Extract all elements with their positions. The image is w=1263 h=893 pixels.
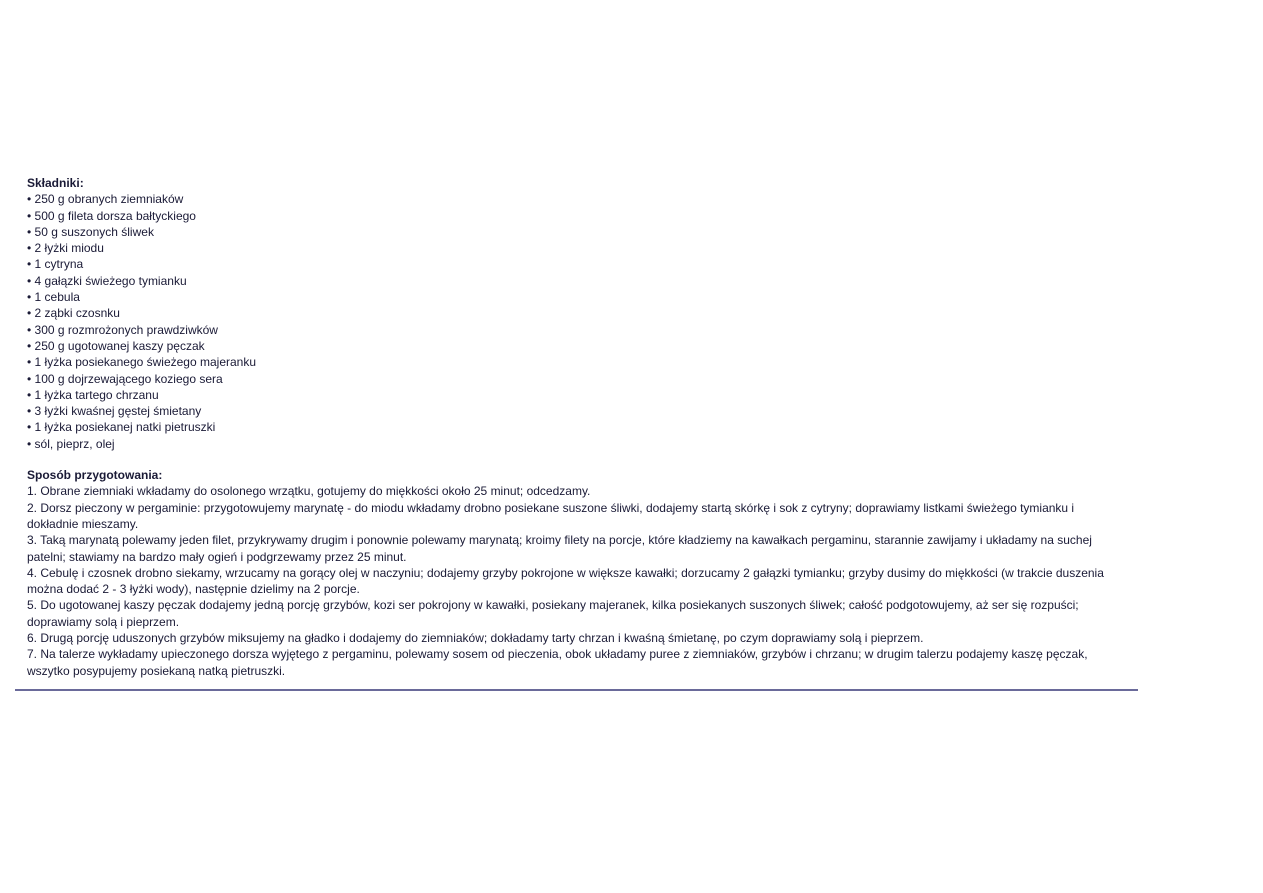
ingredient-item: • 250 g obranych ziemniaków [27, 191, 1127, 207]
ingredient-item: • 2 łyżki miodu [27, 240, 1127, 256]
preparation-heading: Sposób przygotowania: [27, 468, 163, 483]
ingredient-item: • 300 g rozmrożonych prawdziwków [27, 322, 1127, 338]
ingredient-item: • 50 g suszonych śliwek [27, 224, 1127, 240]
preparation-step: 3. Taką marynatą polewamy jeden filet, przykrywamy drugim i ponownie polewamy marynatą; kroimy filety na porcje, które kładziemy na kawałkach pergaminu, starannie zawijamy i układamy na suchej patelni; stawiamy na bardzo mały ogień i podgrzewamy przez 25 minut. [27, 533, 1092, 564]
ingredient-item: • 1 cytryna [27, 256, 1127, 272]
ingredients-heading: Składniki: [27, 176, 84, 190]
ingredient-item: • 2 ząbki czosnku [27, 305, 1127, 321]
ingredient-item: • 1 łyżka posiekanej natki pietruszki [27, 419, 1127, 435]
horizontal-divider [15, 689, 1138, 691]
ingredient-item: • 500 g fileta dorsza bałtyckiego [27, 208, 1127, 224]
ingredient-item: • 250 g ugotowanej kaszy pęczak [27, 338, 1127, 354]
preparation-step: 1. Obrane ziemniaki wkładamy do osolonego wrzątku, gotujemy do miękkości około 25 minut; odcedzamy. [27, 484, 591, 499]
preparation-steps [27, 483, 1127, 679]
ingredient-item: • 100 g dojrzewającego koziego sera [27, 371, 1127, 387]
preparation-step: 6. Drugą porcję uduszonych grzybów miksujemy na gładko i dodajemy do ziemniaków; dokładamy tarty chrzan i kwaśną śmietanę, po czym doprawiamy solą i pieprzem. [27, 631, 924, 646]
ingredient-item: • 3 łyżki kwaśnej gęstej śmietany [27, 403, 1127, 419]
ingredient-item: • sól, pieprz, olej [27, 436, 1127, 452]
ingredient-item: • 1 łyżka tartego chrzanu [27, 387, 1127, 403]
recipe-document [27, 175, 1127, 679]
preparation-step: 4. Cebulę i czosnek drobno siekamy, wrzucamy na gorący olej w naczyniu; dodajemy grzyby pokrojone w większe kawałki; dorzucamy 2 gałązki tymianku; grzyby dusimy do miękkości (w trakcie duszenia można dodać 2 - 3 łyżki wody), następnie dzielimy na 2 porcje. [27, 565, 1104, 597]
preparation-step: 2. Dorsz pieczony w pergaminie: przygotowujemy marynatę - do miodu wkładamy drobno posiekane suszone śliwki, dodajemy startą skórkę i sok z cytryny; doprawiamy listkami świeżego tymianku i dokładnie mieszamy. [27, 500, 1075, 531]
ingredient-item: • 4 gałązki świeżego tymianku [27, 273, 1127, 289]
preparation-step: 7. Na talerze wykładamy upieczonego dorsza wyjętego z pergaminu, polewamy sosem od pieczenia, obok układamy puree z ziemniaków, grzybów i chrzanu; w drugim talerzu podajemy kaszę pęczak, wszytko posypujemy posiekaną natką pietruszki. [27, 647, 1088, 678]
ingredient-item: • 1 łyżka posiekanego świeżego majeranku [27, 354, 1127, 370]
ingredients-list [27, 191, 1127, 452]
ingredient-item: • 1 cebula [27, 289, 1127, 305]
preparation-step: 5. Do ugotowanej kaszy pęczak dodajemy jedną porcję grzybów, kozi ser pokrojony w kawałki, posiekany majeranek, kilka posiekanych suszonych śliwek; całość podgotowujemy, aż ser się rozpuści; doprawiamy solą i pieprzem. [27, 598, 1079, 629]
